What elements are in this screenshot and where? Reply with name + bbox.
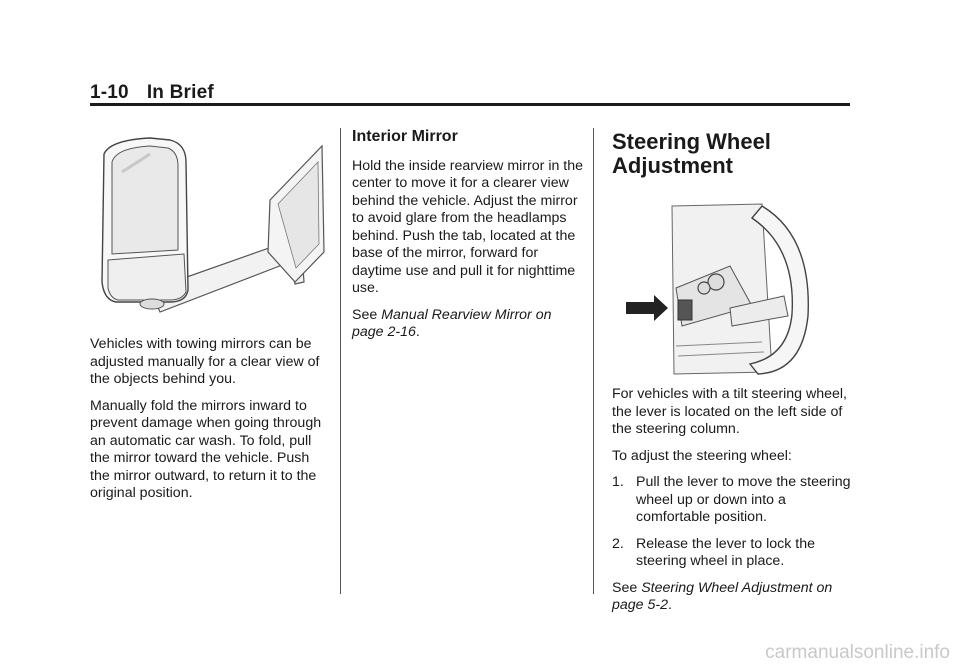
steering-wheel-steps-intro: To adjust the steering wheel: [612, 447, 792, 464]
interior-mirror-heading: Interior Mirror [352, 128, 458, 145]
page-number: 1-10 [90, 82, 129, 103]
see-reference-link[interactable]: Manual Rearview Mirror on page 2-16 [352, 306, 552, 340]
column-towing-mirrors [90, 132, 330, 512]
towing-mirror-paragraph-1: Vehicles with towing mirrors can be adjusted manually for a clear view of the objects behind you. [90, 336, 320, 387]
list-item: 2. Release the lever to lock the steering wheel in place. [612, 535, 816, 569]
steering-wheel-see-also [612, 580, 852, 615]
list-item: 1. Pull the lever to move the steering wheel up or down into a comfortable position. [612, 474, 851, 525]
page-header [90, 82, 214, 104]
header-rule [90, 103, 850, 106]
see-suffix: . [415, 324, 420, 340]
column-divider-1 [340, 128, 341, 594]
watermark: carmanualsonline.info [765, 642, 950, 663]
interior-mirror-see-also [352, 307, 584, 342]
column-steering-wheel [612, 130, 852, 624]
see-suffix: . [668, 597, 672, 613]
steering-wheel-intro: For vehicles with a tilt steering wheel, the lever is located on the left side of the steering column. [612, 386, 847, 437]
towing-mirror-illustration [90, 132, 330, 322]
steering-wheel-heading: Steering Wheel Adjustment [612, 129, 771, 178]
towing-mirror-paragraph-2: Manually fold the mirrors inward to prevent damage when going through an automatic car wash. To fold, pull the mirror toward the vehicle. Push the mirror outward, to return it to the original position. [90, 397, 322, 501]
steering-wheel-steps [612, 474, 852, 571]
steering-wheel-illustration [612, 196, 832, 380]
column-divider-2 [593, 128, 594, 594]
see-reference-link[interactable]: Steering Wheel Adjustment on page 5-2 [612, 579, 833, 613]
column-interior-mirror [352, 128, 584, 351]
see-prefix: See [612, 579, 638, 596]
interior-mirror-paragraph: Hold the inside rearview mirror in the center to move it for a clearer view behind the vehicle. Adjust the mirror to avoid glare from the headlamps behind. Push the tab, located at the base of the mirror, forward for daytime use and pull it for nighttime use. [352, 157, 584, 296]
section-title: In Brief [146, 82, 214, 103]
see-prefix: See [352, 306, 378, 323]
